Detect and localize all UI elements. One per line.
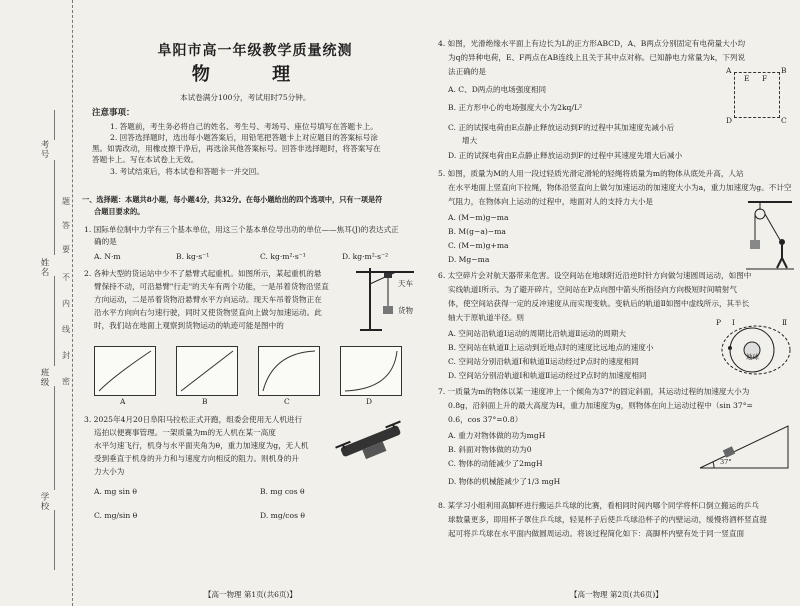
incline-figure	[694, 420, 792, 472]
q2-text: 臂保持不动，可沿悬臂"行走"的天车有两个功能，一是吊着货物沿竖直	[94, 282, 329, 291]
point-d: D	[726, 116, 733, 125]
graph-label-a: A	[120, 397, 126, 406]
q1-option-d: D. kg·m²·s⁻²	[342, 252, 389, 261]
seal-char: 不	[62, 273, 70, 282]
q5-option-c: C. (M−m)g+ma	[448, 241, 509, 250]
field-school: 学校	[39, 492, 49, 511]
q3-option-a: A. mg sin θ	[94, 487, 137, 496]
seal-char: 线	[62, 325, 70, 334]
q1-text: 确的是	[94, 237, 117, 246]
q2-text: 沿水平方向向右匀速行驶，同时又使货物竖直向上做匀加速运动。此	[94, 308, 322, 317]
q8-text: 起可将乒乓球在水平面内做圆周运动。将该过程简化如下：高脚杯内壁有处于同一竖直面	[448, 529, 745, 538]
q1-option-a: A. N·m	[94, 252, 121, 261]
q3-option-d: D. mg/cos θ	[260, 511, 305, 520]
q5-option-a: A. (M−m)g−ma	[448, 213, 509, 222]
q6-option-c: C. 空间站分别沿轨道Ⅰ和轨道Ⅱ运动经过P点时的速度相同	[448, 357, 639, 366]
seal-char: 封	[62, 351, 70, 360]
q2-text: 方向运动，二是吊着货物沿悬臂水平方向运动。现天车吊着货物正在	[94, 295, 322, 304]
section-heading: 合题目要求的。	[94, 207, 145, 216]
graph-label-c: C	[284, 397, 290, 406]
notice-line: 3. 考试结束后，将本试卷和答题卡一并交回。	[110, 167, 264, 176]
seal-char: 要	[62, 245, 70, 254]
field-exam-number: 考号	[39, 140, 49, 159]
notice-line: 2. 回答选择题时，选出每小题答案后，用铅笔把答题卡上对应题目的答案标号涂	[110, 133, 378, 142]
square-figure	[734, 72, 780, 118]
q2-text: 时，我们站在地面上观察到货物运动的轨迹可能是图中的	[94, 321, 284, 330]
orbit-point-p: P	[716, 318, 722, 327]
seal-char: 密	[62, 377, 70, 386]
orbit-label-1: Ⅰ	[732, 318, 735, 327]
point-b: B	[781, 66, 787, 75]
notice-heading: 注意事项：	[92, 108, 135, 118]
q4-option-b: B. 正方形中心的电场强度大小为2kq/L²	[448, 103, 583, 112]
page-footer: 【高一物理 第2页(共6页)】	[570, 590, 663, 599]
q3-text: 水平匀速飞行，机身与水平面夹角为θ，重力加速度为g，无人机	[94, 441, 309, 450]
q6-text: 实线轨道Ⅰ所示。为了避开碎片，空间站在P点向图中箭头所指径向方向极短时间喷射气	[448, 285, 738, 294]
q5-text: 在水平地面上竖直向下拉绳，物体沿竖直向上做匀加速运动的加速度大小为a，重力加速度为g。不计空	[448, 183, 792, 192]
incline-angle: 37°	[720, 458, 732, 466]
section-heading: 一、选择题：本题共8小题，每小题4分，共32分。在每小题给出的四个选项中，只有一项是符	[82, 195, 383, 204]
q5-option-b: B. M(g−a)−ma	[448, 227, 506, 236]
q7-option-c: C. 物体的动能减少了2mgH	[448, 459, 543, 468]
crane-figure	[356, 264, 416, 332]
q3-option-c: C. mg/sin θ	[94, 511, 138, 520]
graph-d	[340, 346, 402, 396]
q5-text: 气阻力，在物体向上运动的过程中，地面对人的支持力大小是	[448, 197, 654, 206]
graph-label-d: D	[366, 397, 373, 406]
exam-title: 阜阳市高一年级教学质量统测	[157, 43, 353, 59]
q6-option-d: D. 空间站分别沿轨道Ⅰ和轨道Ⅱ运动经过P点时的加速度相同	[448, 371, 647, 380]
q7-option-a: A. 重力对物体做的功为mgH	[448, 431, 546, 440]
q3-text: 巡拍以便赛事管理。一架质量为m的无人机在某一高度	[94, 428, 276, 437]
point-e: E	[744, 74, 750, 83]
q1-text: 1. 国际单位制中力学有三个基本单位，用这三个基本单位导出功的单位——焦耳(J)的表达式正	[84, 225, 399, 234]
q7-option-b: B. 斜面对物体做的功为0	[448, 445, 532, 454]
graph-b	[176, 346, 238, 396]
orbit-label-2: Ⅱ	[782, 318, 788, 327]
binding-strip	[0, 0, 73, 606]
field-class: 班级	[39, 368, 49, 387]
notice-line: 1. 答题前，考生务必将自己的姓名、考生号、考场号、座位号填写在答题卡上。	[110, 122, 378, 131]
q4-option-c: C. 正的试探电荷由E点静止释放运动到F的过程中其加速度先减小后	[448, 123, 675, 132]
q7-text: 7. 一质量为m的物体以某一速度冲上一个倾角为37°的固定斜面，其运动过程的加速度大小为	[438, 387, 750, 396]
q1-option-b: B. kg·s⁻¹	[176, 252, 210, 261]
seal-char: 答	[62, 221, 70, 230]
q1-option-c: C. kg·m²·s⁻¹	[260, 252, 306, 261]
q3-option-b: B. mg cos θ	[260, 487, 305, 496]
page-1	[80, 0, 420, 606]
subject-title: 物 理	[191, 64, 319, 85]
q7-text: 0.8g，沿斜面上升的最大高度为H，重力加速度为g，则物体在向上运动过程中（sin 37°=	[448, 401, 753, 410]
q8-text: 球数量更多，即用杯子罩住乒乓球，轻晃杯子后使乒乓球沿杯子的内壁运动，缓慢将酒杯竖直提	[448, 515, 767, 524]
point-a: A	[726, 66, 732, 75]
q3-text: 力大小为	[94, 467, 125, 476]
q6-option-b: B. 空间站在轨道Ⅱ上运动到近地点时的速度比远地点的速度小	[448, 343, 654, 352]
point-f: F	[762, 74, 768, 83]
notice-line: 答题卡上。写在本试卷上无效。	[92, 155, 199, 164]
orbit-figure	[716, 318, 792, 376]
graph-c	[258, 346, 320, 396]
q7-text: 0.6，cos 37°=0.8）	[448, 415, 523, 424]
seal-char: 题	[62, 197, 70, 206]
earth-label: 地球	[746, 353, 759, 361]
cargo-label: 货物	[398, 306, 413, 315]
q6-text: 轴大于原轨道半径。则	[448, 313, 524, 322]
q7-option-d: D. 物体的机械能减少了1/3 mgH	[448, 477, 561, 486]
q3-text: 受到垂直于机身的升力和与速度方向相反的阻力。则机身的升	[94, 454, 300, 463]
q6-option-a: A. 空间站沿轨道Ⅰ运动的周期比沿轨道Ⅱ运动的周期大	[448, 329, 626, 338]
q6-text: 6. 太空碎片会对航天器带来危害。设空间站在地球附近沿逆时针方向做匀速圆周运动，如图中	[438, 271, 752, 280]
q4-option-a: A. C、D两点的电场强度相同	[448, 85, 547, 94]
notice-line: 黑。如需改动，用橡皮擦干净后，再选涂其他答案标号。回答非选择题时，将答案写在	[92, 144, 381, 153]
q4-text: 4. 如图，光滑绝缘水平面上有边长为L的正方形ABCD，A、B两点分别固定有电荷量大小均	[438, 39, 746, 48]
q2-text: 2. 各种大型的货运站中少不了悬臂式起重机。如图所示，某起重机的悬	[84, 269, 322, 278]
q3-text: 3. 2025年4月20日阜阳马拉松正式开跑，组委会使用无人机进行	[84, 415, 303, 424]
q4-option-c-cont: 增大	[462, 136, 478, 145]
drone-figure	[330, 412, 412, 472]
graph-a	[94, 346, 156, 396]
exam-info: 本试卷满分100分，考试用时75分钟。	[180, 93, 311, 102]
q5-text: 5. 如图，质量为M的人用一段过轻质光滑定滑轮的轻绳将质量为m的物体从底处升高，人站	[438, 169, 744, 178]
point-c: C	[781, 116, 787, 125]
q4-text: 为q的异种电荷，E、F两点在AB连线上且关于其中点对称。已知静电力常量为k，下列说	[448, 53, 746, 62]
pulley-figure	[746, 200, 794, 270]
q4-option-d: D. 正的试探电荷由E点静止释放运动到F的过程中其速度先增大后减小	[448, 151, 683, 160]
seal-char: 内	[62, 299, 70, 308]
q4-text: 法正确的是	[448, 67, 486, 76]
graph-label-b: B	[202, 397, 208, 406]
q5-option-d: D. Mg−ma	[448, 255, 490, 264]
field-name: 姓名	[39, 258, 49, 277]
page-footer: 【高一物理 第1页(共6页)】	[204, 590, 297, 599]
q6-text: 体，使空间站获得一定的反冲速度从而实现变轨。变轨后的轨道Ⅱ如图中虚线所示，其半长	[448, 299, 750, 308]
crane-label: 天车	[398, 279, 413, 288]
q8-text: 8. 某学习小组利用高脚杯进行搬运乒乓球的比赛，看相同时间内哪个同学将杯口倒立搬运的乒乓	[438, 501, 759, 510]
page-2	[430, 0, 798, 606]
